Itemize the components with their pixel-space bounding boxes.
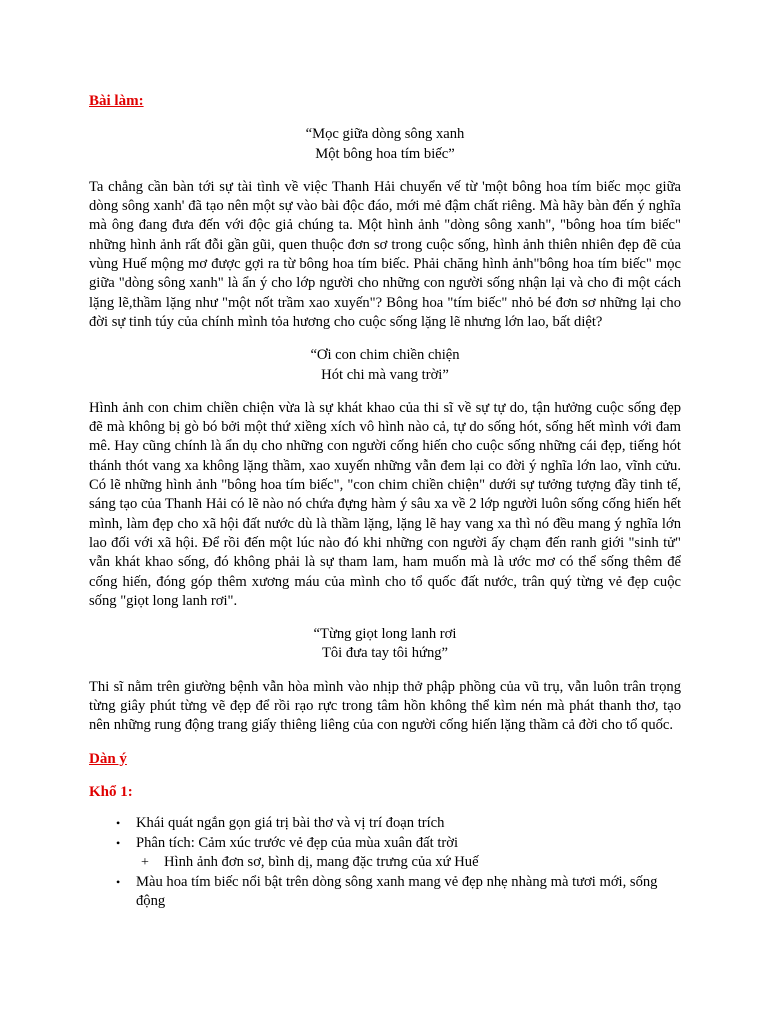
poem-line: Hót chi mà vang trời” — [321, 366, 449, 383]
paragraph-3: Thi sĩ nằm trên giường bệnh vẫn hòa mình vào nhịp thở phập phồng của vũ trụ, vẫn luôn trân trọng từng giây phút từng vẽ đẹp để rồi rạo rực trong tâm hồn không thể kìm nén mà phát thanh thơ, tạo nên những rung động trang giấy thiêng liêng của con người cống hiến lặng thầm cả đời cho tổ quốc. — [89, 678, 681, 734]
poem-line: Tôi đưa tay tôi hứng” — [321, 645, 449, 662]
outline-list — [89, 814, 681, 912]
poem-line: “Từng giọt long lanh rơi — [313, 626, 457, 643]
bullet-marker: • — [116, 874, 121, 889]
bullet-marker: • — [116, 835, 121, 850]
list-item — [89, 814, 681, 834]
poem-stanza-2 — [89, 346, 681, 385]
list-item — [89, 873, 681, 912]
sub-list-item — [89, 853, 681, 873]
heading-dan-y: Dàn ý — [89, 750, 127, 767]
poem-stanza-3 — [89, 625, 681, 664]
list-item-text: Màu hoa tím biếc nổi bật trên dòng sông xanh mang vẻ đẹp nhẹ nhàng mà tươi mới, sống động — [136, 873, 658, 910]
heading-kho-1: Khổ 1: — [89, 783, 133, 800]
list-item-text: Khái quát ngắn gọn giá trị bài thơ và vị trí đoạn trích — [136, 815, 445, 832]
list-item-text: Phân tích: Cảm xúc trước vẻ đẹp của mùa xuân đất trời — [136, 834, 459, 851]
document-page — [89, 0, 681, 912]
list-item-text: Hình ảnh đơn sơ, bình dị, mang đặc trưng của xứ Huế — [164, 854, 479, 871]
heading-bai-lam: Bài làm: — [89, 93, 144, 109]
paragraph-1: Ta chẳng cần bàn tới sự tài tình về việc Thanh Hải chuyển vế từ 'một bông hoa tím biếc mọc giữa dòng sông xanh' đã tạo nên một sự vào bài độc đáo, mới mẻ đậm chất riêng. Mà hãy bàn đến ý nghĩa mà ông đang đưa đến với độc giả chúng ta. Một hình ảnh "dòng sông xanh", "bông hoa tím biếc" những hình ảnh rất đỗi gần gũi, quen thuộc đơn sơ trong cuộc sống, hình ảnh thiên nhiên đẹp đẽ của vùng Huế mộng mơ được gợi ra từ bông hoa tím biếc. Phải chăng hình ảnh"bông hoa tím biếc" mọc giữa "dòng sông xanh" là ẩn ý cho lớp người cho những con người sống nhận lại và cho đi một cách lặng lẽ,thầm lặng như "một nốt trầm xao xuyến"? Bông hoa "tím biếc" nhỏ bé đơn sơ những lại cho đời sự tinh túy của chính mình tỏa hương cho cuộc sống lặng lẽ nhưng lớn lao, bất diệt? — [89, 178, 681, 330]
poem-stanza-1 — [89, 125, 681, 164]
sub-bullet-marker: + — [141, 855, 149, 871]
poem-line: “Mọc giữa dòng sông xanh — [305, 126, 465, 143]
poem-line: Một bông hoa tím biếc” — [315, 145, 455, 162]
list-item — [89, 834, 681, 854]
paragraph-2: Hình ảnh con chim chiền chiện vừa là sự khát khao của thi sĩ về sự tự do, tận hưởng cuộc sống đẹp đẽ mà không bị gò bó bởi một thứ xiềng xích vô hình nào cả, tự do sống hót, sống hết mình với đam mê. Hay cũng chính là ẩn dụ cho những con người cống hiến cho cuộc sống những cái đẹp, tiếng hót thánh thót vang xa không lặng thầm, xao xuyến những vẫn đem lại co đời ý nghĩa lớn lao, vĩnh cửu. Có lẽ những hình ảnh "bông hoa tím biếc", "con chim chiền chiện" dưới sự tưởng tượng đầy tinh tế, sáng tạo của Thanh Hải có lẽ nào nó chứa đựng hàm ý sâu xa về 2 lớp người luôn sống cống hiến hết mình, làm đẹp cho xã hội đất nước dù là thầm lặng, lặng lẽ hay vang xa thì nó đều mang ý nghĩa lớn lao đối với xã hội. Để rồi đến một lúc nào đó khi những con người ấy chạm đến ranh giới "sinh tử" vẫn khát khao sống, đó không phải là sự tham lam, ham muốn mà là ước mơ có thể sống thêm để cống hiến, đóng góp thêm xương máu của mình cho tổ quốc đất nước, trân quý từng vẻ đẹp cuộc sống "giọt long lanh rơi". — [89, 399, 681, 609]
bullet-marker: • — [116, 816, 121, 831]
poem-line: “Ơi con chim chiền chiện — [310, 347, 460, 364]
